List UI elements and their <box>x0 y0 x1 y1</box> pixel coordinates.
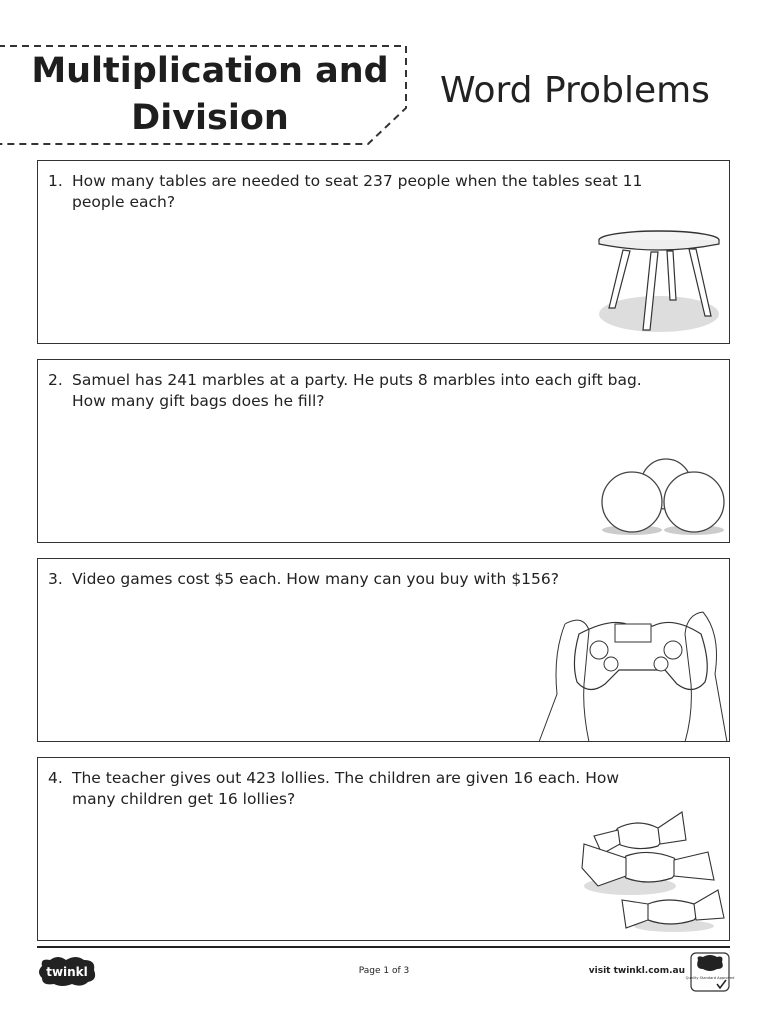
question-box-1[interactable] <box>37 160 730 344</box>
question-number: 4. <box>48 769 63 787</box>
table-icon <box>593 226 723 336</box>
visit-link[interactable]: visit twinkl.com.au <box>588 966 685 976</box>
question-number: 1. <box>48 172 63 190</box>
question-4 <box>48 768 648 810</box>
question-text: The teacher gives out 423 lollies. The children are given 16 each. How many children get 16 lollies? <box>72 769 620 808</box>
logo-text: twinkl <box>46 965 88 979</box>
question-text: Video games cost $5 each. How many can you buy with $156? <box>72 570 559 588</box>
question-box-3[interactable] <box>37 558 730 742</box>
page-number: Page 1 of 3 <box>358 966 410 976</box>
question-1 <box>48 171 648 213</box>
twinkl-logo[interactable] <box>36 956 98 988</box>
badge-text: Quality Standard Approved <box>685 976 735 980</box>
question-text: How many tables are needed to seat 237 people when the tables seat 11 people each? <box>72 172 643 211</box>
question-box-2[interactable] <box>37 359 730 543</box>
quality-badge-icon <box>685 952 735 992</box>
marbles-icon <box>598 450 728 542</box>
question-number: 2. <box>48 371 63 389</box>
question-3 <box>48 569 648 590</box>
lollies-icon <box>578 806 726 934</box>
question-number: 3. <box>48 570 63 588</box>
game-controller-icon <box>535 604 729 742</box>
footer-divider <box>37 946 730 948</box>
question-box-4[interactable] <box>37 757 730 941</box>
question-2 <box>48 370 648 412</box>
question-text: Samuel has 241 marbles at a party. He puts 8 marbles into each gift bag. How many gift bags does he fill? <box>72 371 642 410</box>
page-subtitle: Word Problems <box>440 70 710 111</box>
page-title: Multiplication and Division <box>31 51 389 138</box>
